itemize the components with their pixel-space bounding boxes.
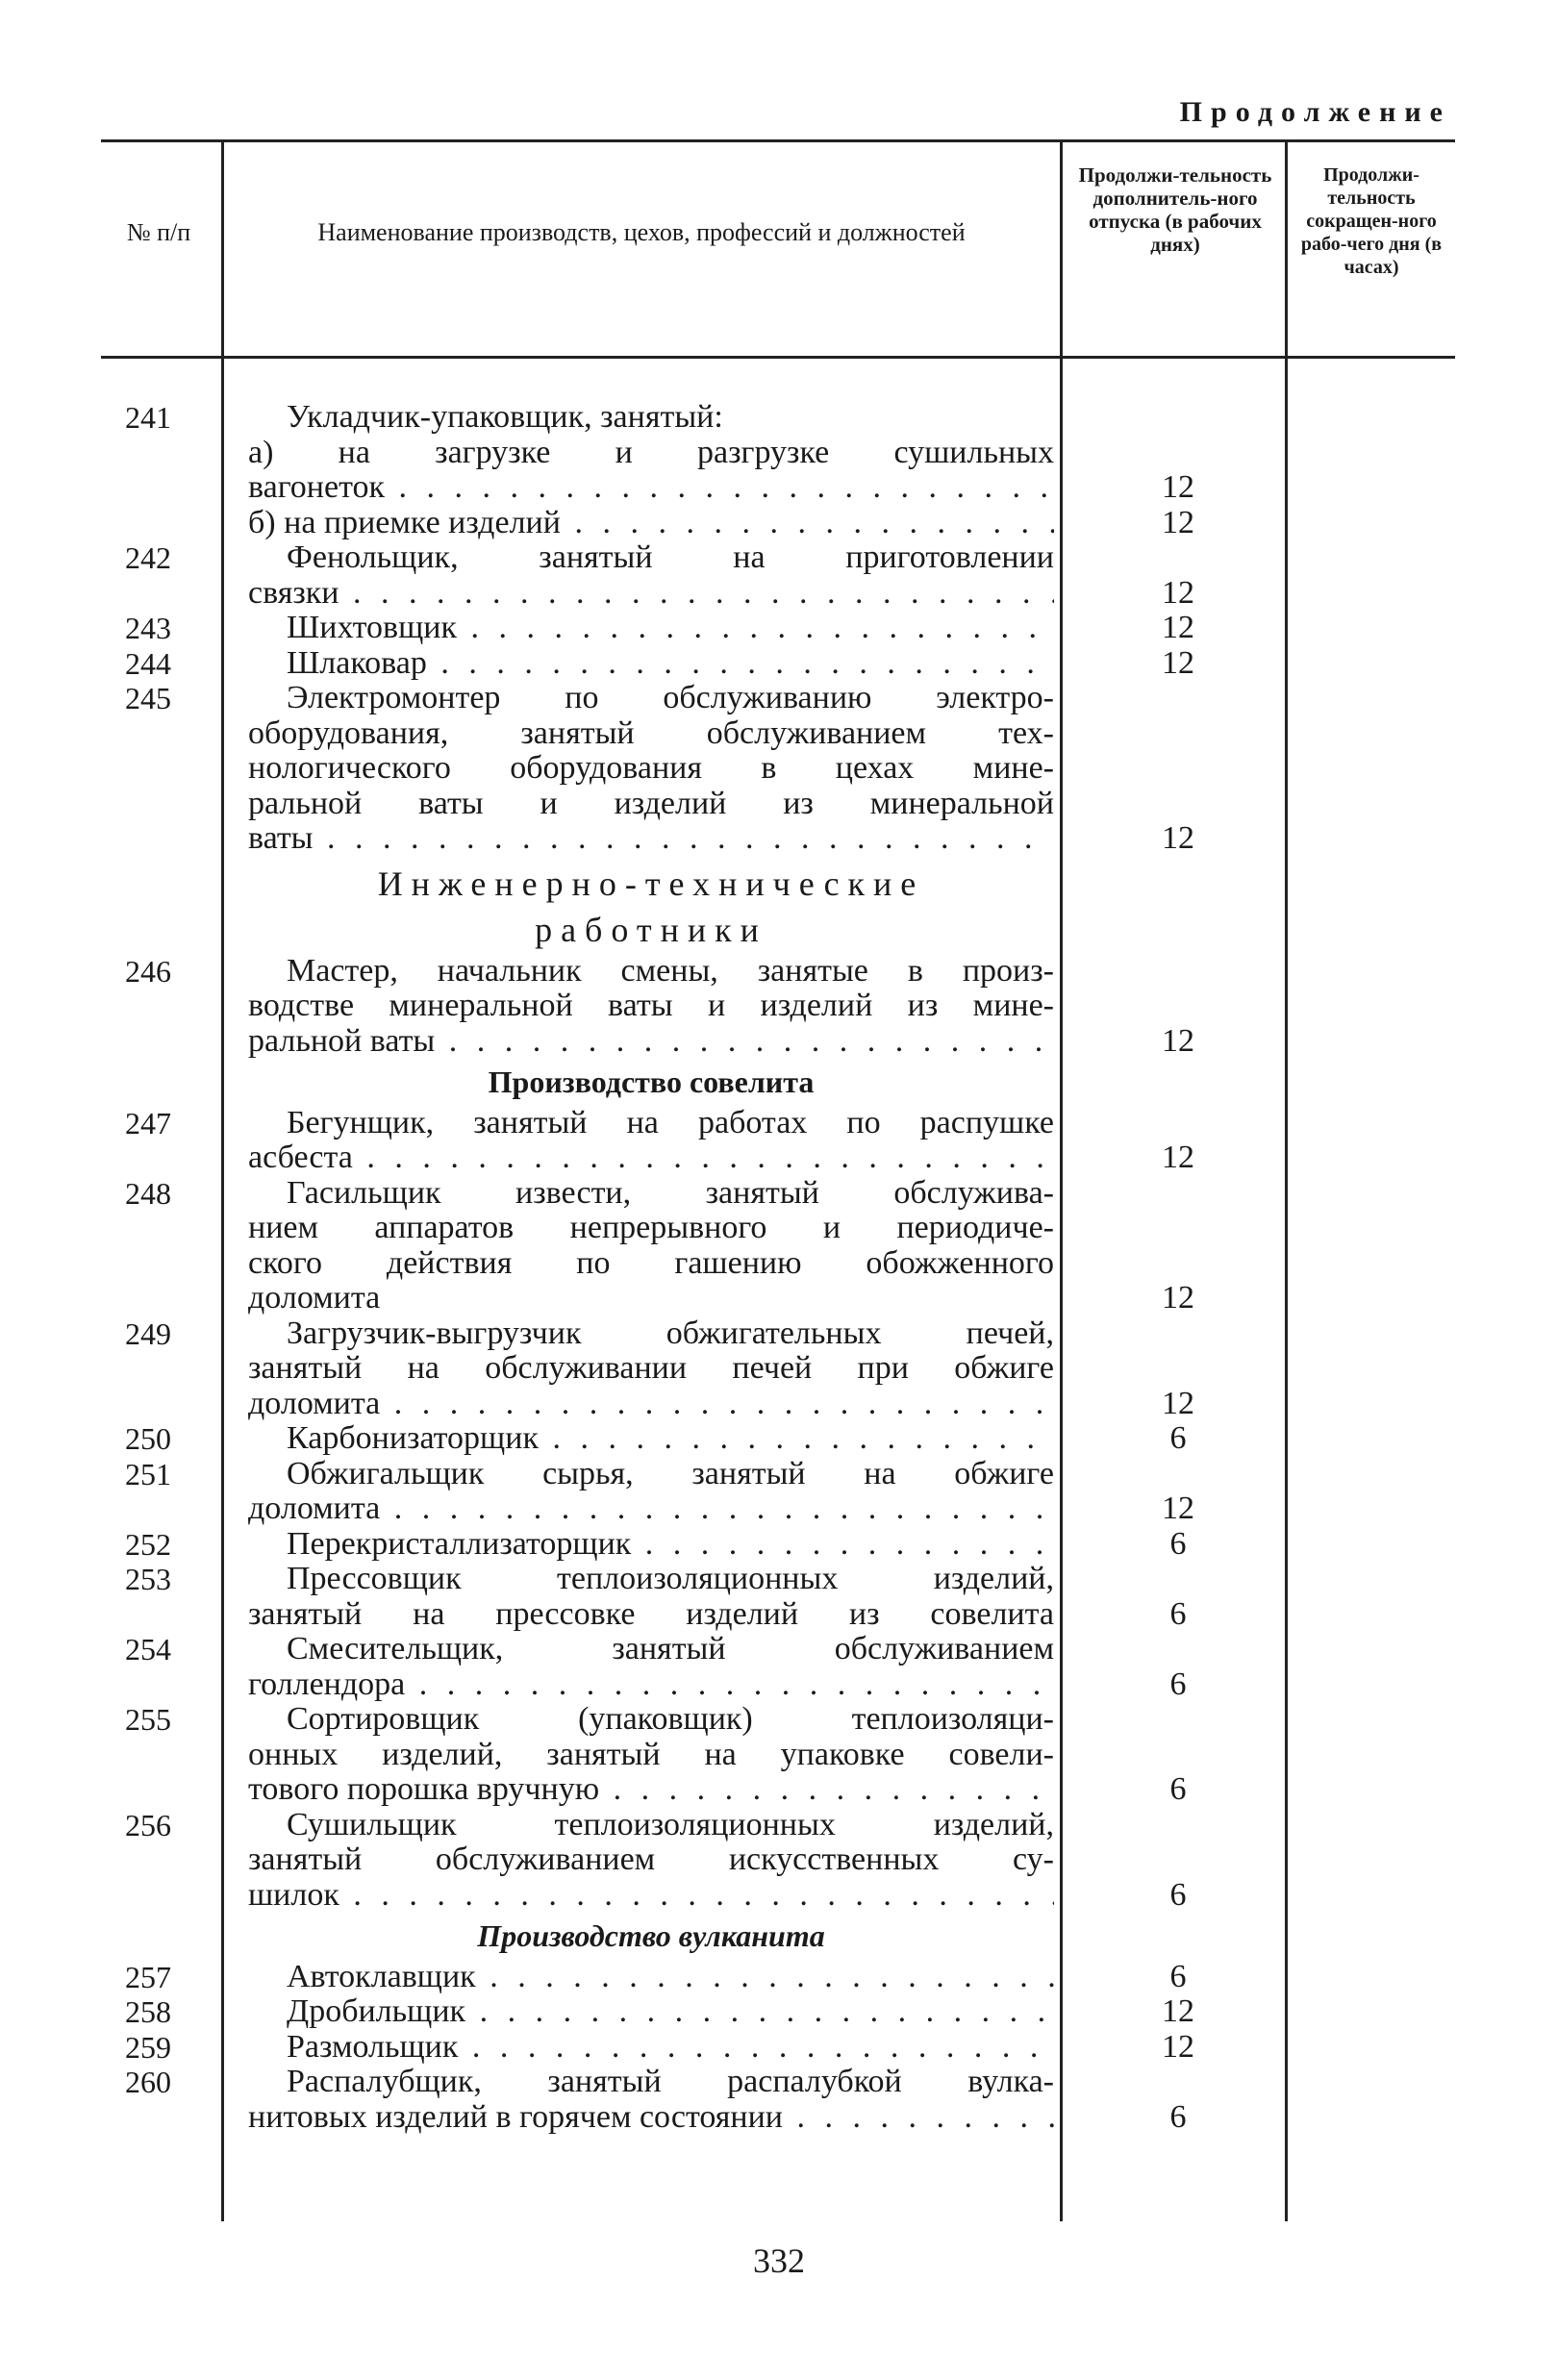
header-additional-leave: Продолжи-тельность дополнитель-ного отпуска (в рабочих днях) <box>1078 163 1272 256</box>
row-text-line: Бегунщик, занятый на работах по распушке <box>287 1104 1054 1140</box>
section-heading: работники <box>535 911 767 949</box>
row-leave-days: 12 <box>1162 574 1194 611</box>
row-leave-days: 12 <box>1162 504 1194 540</box>
row-leave-days: 6 <box>1169 1525 1187 1562</box>
row-text-line: б) на приемке изделий . . . <box>248 505 1054 541</box>
row-text-line: занятый на прессовке изделий из совелита <box>248 1595 1054 1632</box>
row-number: 244 <box>125 645 171 681</box>
row-number: 247 <box>125 1105 171 1140</box>
row-text-line: связки . . . <box>248 575 1054 612</box>
row-leave-days: 6 <box>1169 1876 1187 1913</box>
row-text-line: ваты . . . <box>248 820 1054 857</box>
header-name: Наименование производств, цехов, профессий и должностей <box>317 218 966 246</box>
row-text-line: Электромонтер по обслуживанию электро- <box>287 680 1054 715</box>
row-leave-days: 12 <box>1162 1022 1194 1059</box>
row-text-line: Распалубщик, занятый распалубкой вулка- <box>287 2064 1054 2099</box>
section-heading: Производство вулканита <box>477 1918 825 1953</box>
row-text-line: Размольщик . . . <box>248 2029 1054 2066</box>
row-number: 250 <box>125 1421 171 1456</box>
row-text-line: Перекристаллизаторщик . . . <box>248 1526 1054 1563</box>
row-number: 252 <box>125 1526 171 1562</box>
row-text-line: водстве минеральной ваты и изделий из мине- <box>248 988 1054 1023</box>
row-text-line: онных изделий, занятый на упаковке совели- <box>248 1736 1054 1772</box>
row-text-line: Загрузчик-выгрузчик обжигательных печей, <box>287 1315 1054 1351</box>
row-leave-days: 12 <box>1162 469 1194 505</box>
row-leave-days: 12 <box>1162 1280 1194 1315</box>
row-number: 243 <box>125 611 171 645</box>
row-leave-days: 6 <box>1169 1771 1187 1807</box>
row-leave-days: 12 <box>1162 1385 1194 1421</box>
row-text-line: нием аппаратов непрерывного и периодиче- <box>248 1210 1054 1245</box>
row-number: 254 <box>125 1632 171 1666</box>
row-leave-days: 12 <box>1162 1993 1194 2029</box>
row-text-line: оборудования, занятый обслуживанием тех- <box>248 714 1054 751</box>
row-text-line: доломита . . . <box>248 1386 1054 1422</box>
row-text-line: Дробильщик . . . <box>248 1993 1054 2030</box>
row-text-line: тового порошка вручную . . . <box>248 1771 1054 1808</box>
row-number: 245 <box>125 681 171 715</box>
row-text-line: Обжигальщик сырья, занятый на обжиге <box>287 1455 1054 1491</box>
header-reduced-day: Продолжи-тельность сокращен-ного рабо-чего дня (в часах) <box>1300 164 1443 278</box>
row-text-line: нологического оборудования в цехах мине- <box>248 750 1054 786</box>
page-number: 332 <box>753 2242 805 2280</box>
row-text-line: Сушильщик теплоизоляционных изделий, <box>287 1806 1054 1842</box>
row-leave-days: 12 <box>1162 1491 1194 1526</box>
row-text-line: ральной ваты и изделий из минеральной <box>248 785 1054 821</box>
row-leave-days: 6 <box>1169 2098 1187 2135</box>
row-number: 258 <box>125 1994 171 2029</box>
section-heading: Производство совелита <box>488 1065 815 1099</box>
row-text-line: доломита . . . <box>248 1491 1054 1527</box>
row-text-line: асбеста . . . <box>248 1140 1054 1176</box>
row-text-line: Шихтовщик . . . <box>248 610 1054 646</box>
row-text-line: Прессовщик теплоизоляционных изделий, <box>287 1561 1054 1596</box>
row-leave-days: 6 <box>1169 1420 1187 1456</box>
row-number: 257 <box>125 1959 171 1994</box>
row-text-line: Смесительщик, занятый обслуживанием <box>287 1631 1054 1666</box>
row-number: 253 <box>125 1562 171 1596</box>
row-text-line: Фенольщик, занятый на приготовлении <box>287 539 1054 575</box>
row-leave-days: 12 <box>1162 644 1194 681</box>
row-leave-days: 12 <box>1162 1140 1194 1175</box>
row-number: 259 <box>125 2029 171 2065</box>
row-leave-days: 6 <box>1169 1595 1187 1632</box>
row-text-line: занятый на обслуживании печей при обжиге <box>248 1350 1054 1386</box>
header-number: № п/п <box>126 218 191 246</box>
row-text-line: ского действия по гашению обожженного <box>248 1244 1054 1281</box>
row-text-line: Сортировщик (упаковщик) теплоизоляци- <box>287 1701 1054 1737</box>
row-number: 248 <box>125 1175 171 1211</box>
row-number: 256 <box>125 1807 171 1842</box>
continuation-label: Продолжение <box>1179 96 1451 128</box>
row-text-line: занятый обслуживанием искусственных су- <box>248 1841 1054 1877</box>
row-number: 255 <box>125 1702 171 1737</box>
row-text-line: вагонеток . . . <box>248 469 1054 506</box>
row-text-line: Шлаковар . . . <box>248 645 1054 682</box>
row-number: 241 <box>125 400 171 435</box>
row-text-line: ральной ваты . . . <box>248 1023 1054 1060</box>
row-leave-days: 12 <box>1162 820 1194 856</box>
row-number: 242 <box>125 540 171 575</box>
row-leave-days: 6 <box>1169 1958 1187 1994</box>
row-text-line: Карбонизаторщик . . . <box>248 1420 1054 1457</box>
row-text-line: Укладчик-упаковщик, занятый: <box>287 399 723 435</box>
row-number: 246 <box>125 953 171 989</box>
row-text-line: нитовых изделий в горячем состоянии . . . <box>248 2099 1054 2136</box>
row-text-line: Мастер, начальник смены, занятые в произ- <box>287 952 1054 989</box>
row-leave-days: 6 <box>1169 1666 1187 1702</box>
row-leave-days: 12 <box>1162 2028 1194 2065</box>
row-text-line: Гасильщик извести, занятый обслужива- <box>287 1174 1054 1211</box>
section-heading: Инженерно-технические <box>377 864 925 903</box>
row-number: 260 <box>125 2065 171 2099</box>
row-text-line: шилок . . . <box>248 1877 1054 1914</box>
row-text-line: а) на загрузке и разгрузке сушильных <box>248 434 1054 470</box>
row-leave-days: 12 <box>1162 610 1194 645</box>
row-text-line: доломита <box>248 1280 381 1315</box>
row-number: 251 <box>125 1456 171 1491</box>
row-number: 249 <box>125 1315 171 1351</box>
row-text-line: голлендора . . . <box>248 1666 1054 1703</box>
row-text-line: Автоклавщик . . . <box>248 1959 1054 1995</box>
